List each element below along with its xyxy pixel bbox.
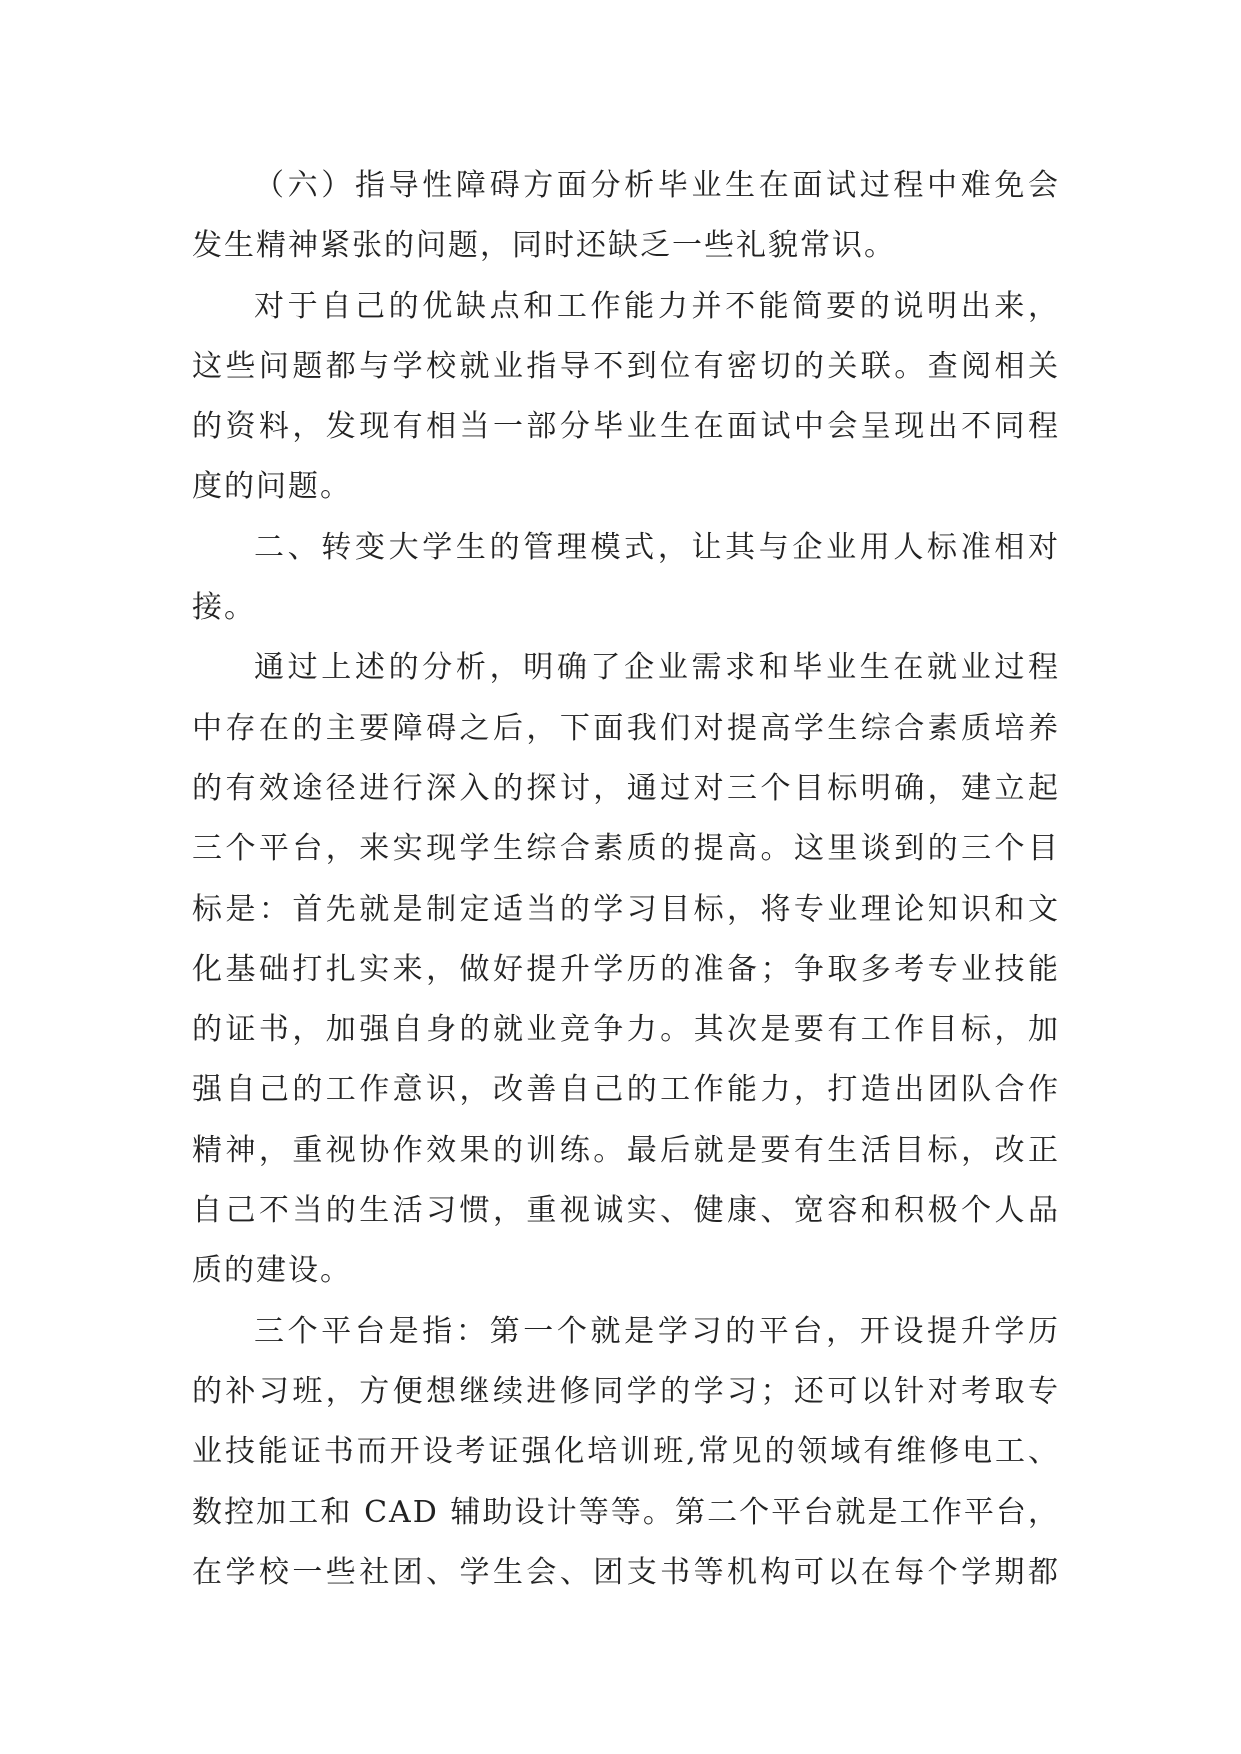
paragraph-three-goals [192,638,1060,1301]
document-body [192,156,1060,1603]
text-line: 强自己的工作意识，改善自己的工作能力，打造出团队合作 [192,1072,1060,1108]
text-line: 度的问题。 [192,469,352,505]
text-line: （六）指导性障碍方面分析毕业生在面试过程中难免会 [254,168,1060,203]
text-line: 化基础打扎实来，做好提升学历的准备；争取多考专业技能 [192,951,1060,987]
text-line: 中存在的主要障碍之后，下面我们对提高学生综合素质培养 [192,710,1060,746]
text-line: 二、转变大学生的管理模式，让其与企业用人标准相对 [254,529,1060,565]
paragraph-self-description [192,277,1060,518]
paragraph-three-platforms [192,1302,1060,1603]
text-line: 质的建设。 [192,1253,352,1289]
text-line: 数控加工和 CAD 辅助设计等等。第二个平台就是工作平台， [192,1494,1060,1530]
text-line: 对于自己的优缺点和工作能力并不能简要的说明出来， [254,288,1060,324]
text-line: 标是：首先就是制定适当的学习目标，将专业理论知识和文 [192,891,1060,927]
paragraph-guidance-obstacles [192,156,1060,277]
text-line: 精神，重视协作效果的训练。最后就是要有生活目标，改正 [192,1132,1060,1168]
text-line: 业技能证书而开设考证强化培训班,常见的领域有维修电工、 [192,1434,1060,1470]
text-line: 的补习班，方便想继续进修同学的学习；还可以针对考取专 [192,1373,1060,1409]
text-line: 在学校一些社团、学生会、团支书等机构可以在每个学期都 [192,1554,1060,1590]
text-line: 接。 [192,590,256,626]
text-line: 的资料，发现有相当一部分毕业生在面试中会呈现出不同程 [192,409,1060,445]
section-heading-management-model [192,518,1060,639]
text-line: 的证书，加强自身的就业竞争力。其次是要有工作目标，加 [192,1012,1060,1048]
text-line: 这些问题都与学校就业指导不到位有密切的关联。查阅相关 [192,348,1060,384]
text-line: 通过上述的分析，明确了企业需求和毕业生在就业过程 [254,650,1060,686]
text-line: 的有效途径进行深入的探讨，通过对三个目标明确，建立起 [192,770,1060,806]
text-line: 三个平台，来实现学生综合素质的提高。这里谈到的三个目 [192,831,1060,867]
text-line: 发生精神紧张的问题，同时还缺乏一些礼貌常识。 [192,228,896,264]
text-line: 自己不当的生活习惯，重视诚实、健康、宽容和积极个人品 [192,1193,1060,1229]
text-line: 三个平台是指：第一个就是学习的平台，开设提升学历 [254,1313,1060,1349]
